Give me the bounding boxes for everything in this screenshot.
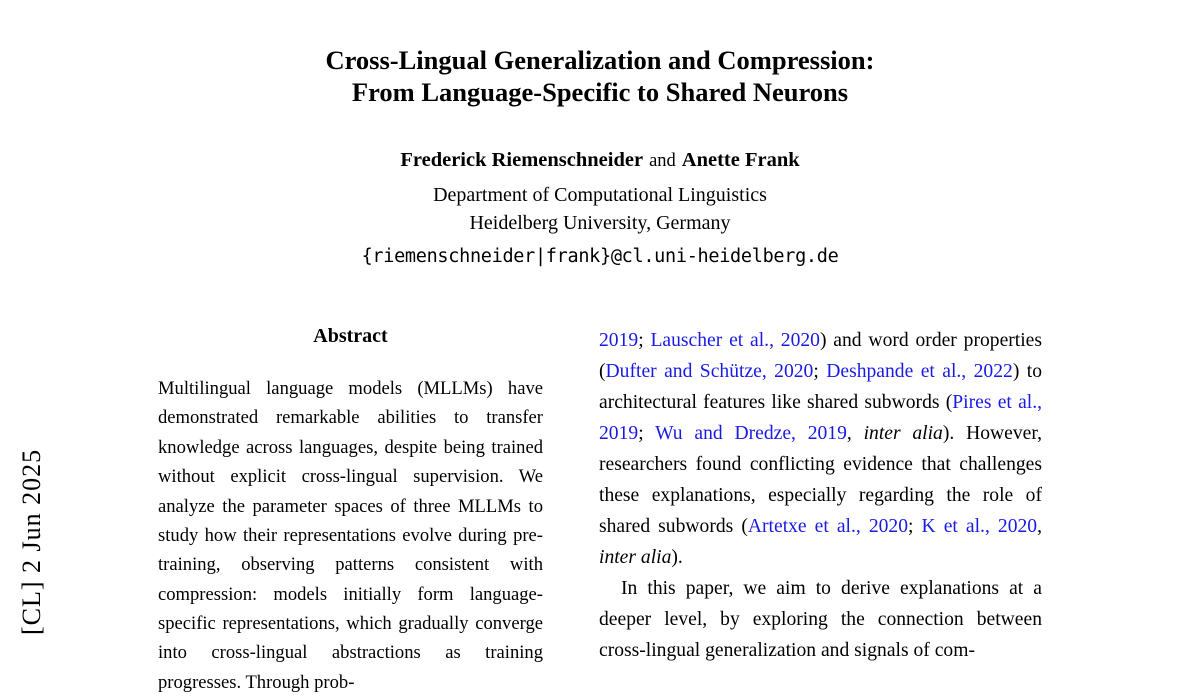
latin-phrase: inter alia	[863, 423, 943, 445]
affiliation-line-1: Department of Computational Linguistics	[433, 183, 767, 206]
author-list	[0, 149, 1200, 172]
abstract-text: Multilingual language models (MLLMs) have demonstrated remarkable abilities to transfer knowledge across languages, despite being trained without explicit cross-lingual supervision. We analyze the parameter spaces of three MLLMs to study how their representations evolve during pre-training, observing patterns consistent with compression: models initially form language-specific representations, which gradually converge into cross-lingual abstractions as training progresses. Through prob-	[158, 378, 543, 693]
body-text-run: ). However, researchers found conflicting evidence that challenges these explanations, especially regarding the role of shared subwords (	[599, 423, 1042, 538]
citation-link[interactable]: Wu and Dredze, 2019	[655, 423, 847, 445]
affiliation-line-2: Heidelberg University, Germany	[469, 212, 731, 235]
body-paragraph-1	[599, 325, 1042, 573]
column-left	[158, 325, 543, 697]
contact-email: {riemenschneider|frank}@cl.uni-heidelberg.de	[361, 246, 839, 268]
two-column-body	[0, 325, 1200, 697]
citation-link[interactable]: K et al., 2020	[921, 516, 1038, 538]
body-text-run: ,	[846, 423, 864, 445]
affiliation	[0, 181, 1200, 238]
arxiv-stamp: [CL] 2 Jun 2025	[17, 448, 46, 635]
citation-link[interactable]: Artetxe et al., 2020	[747, 516, 909, 538]
author-first: Frederick Riemenschneider	[400, 148, 644, 171]
citation-link[interactable]: Deshpande et al., 2022	[826, 361, 1013, 383]
body-paragraph-2: In this paper, we aim to derive explanations at a deeper level, by exploring the connection between cross-lingual generalization and signals of com-	[599, 578, 1042, 662]
abstract-heading: Abstract	[313, 325, 388, 347]
citation-link[interactable]: Lauscher et al., 2020	[650, 330, 820, 351]
citation-link[interactable]: Pires et al., 2019	[599, 392, 1043, 445]
citation-link[interactable]: Dufter and Schütze, 2020	[605, 361, 814, 383]
body-text-run: ) and word order properties (	[599, 330, 1042, 383]
author-conjunction: and	[649, 150, 676, 171]
body-text-run: ).	[671, 547, 683, 569]
title-line-2: From Language-Specific to Shared Neurons	[351, 77, 849, 108]
author-second: Anette Frank	[681, 148, 800, 171]
title-line-1: Cross-Lingual Generalization and Compression:	[325, 45, 875, 75]
body-text-run: ;	[638, 330, 651, 351]
body-text-run: ;	[908, 516, 922, 538]
body-text-run: ) to architectural features like shared subwords (	[599, 361, 1043, 414]
citation-link[interactable]: 2019	[599, 330, 639, 351]
latin-phrase: inter alia	[599, 547, 672, 569]
body-text-run: ;	[813, 361, 827, 383]
page-title	[150, 44, 1050, 109]
title-block	[0, 0, 1200, 267]
body-text-run: ;	[638, 423, 656, 445]
body-text-run: ,	[1037, 516, 1042, 538]
body-text	[599, 325, 1042, 667]
column-right	[599, 325, 1042, 697]
